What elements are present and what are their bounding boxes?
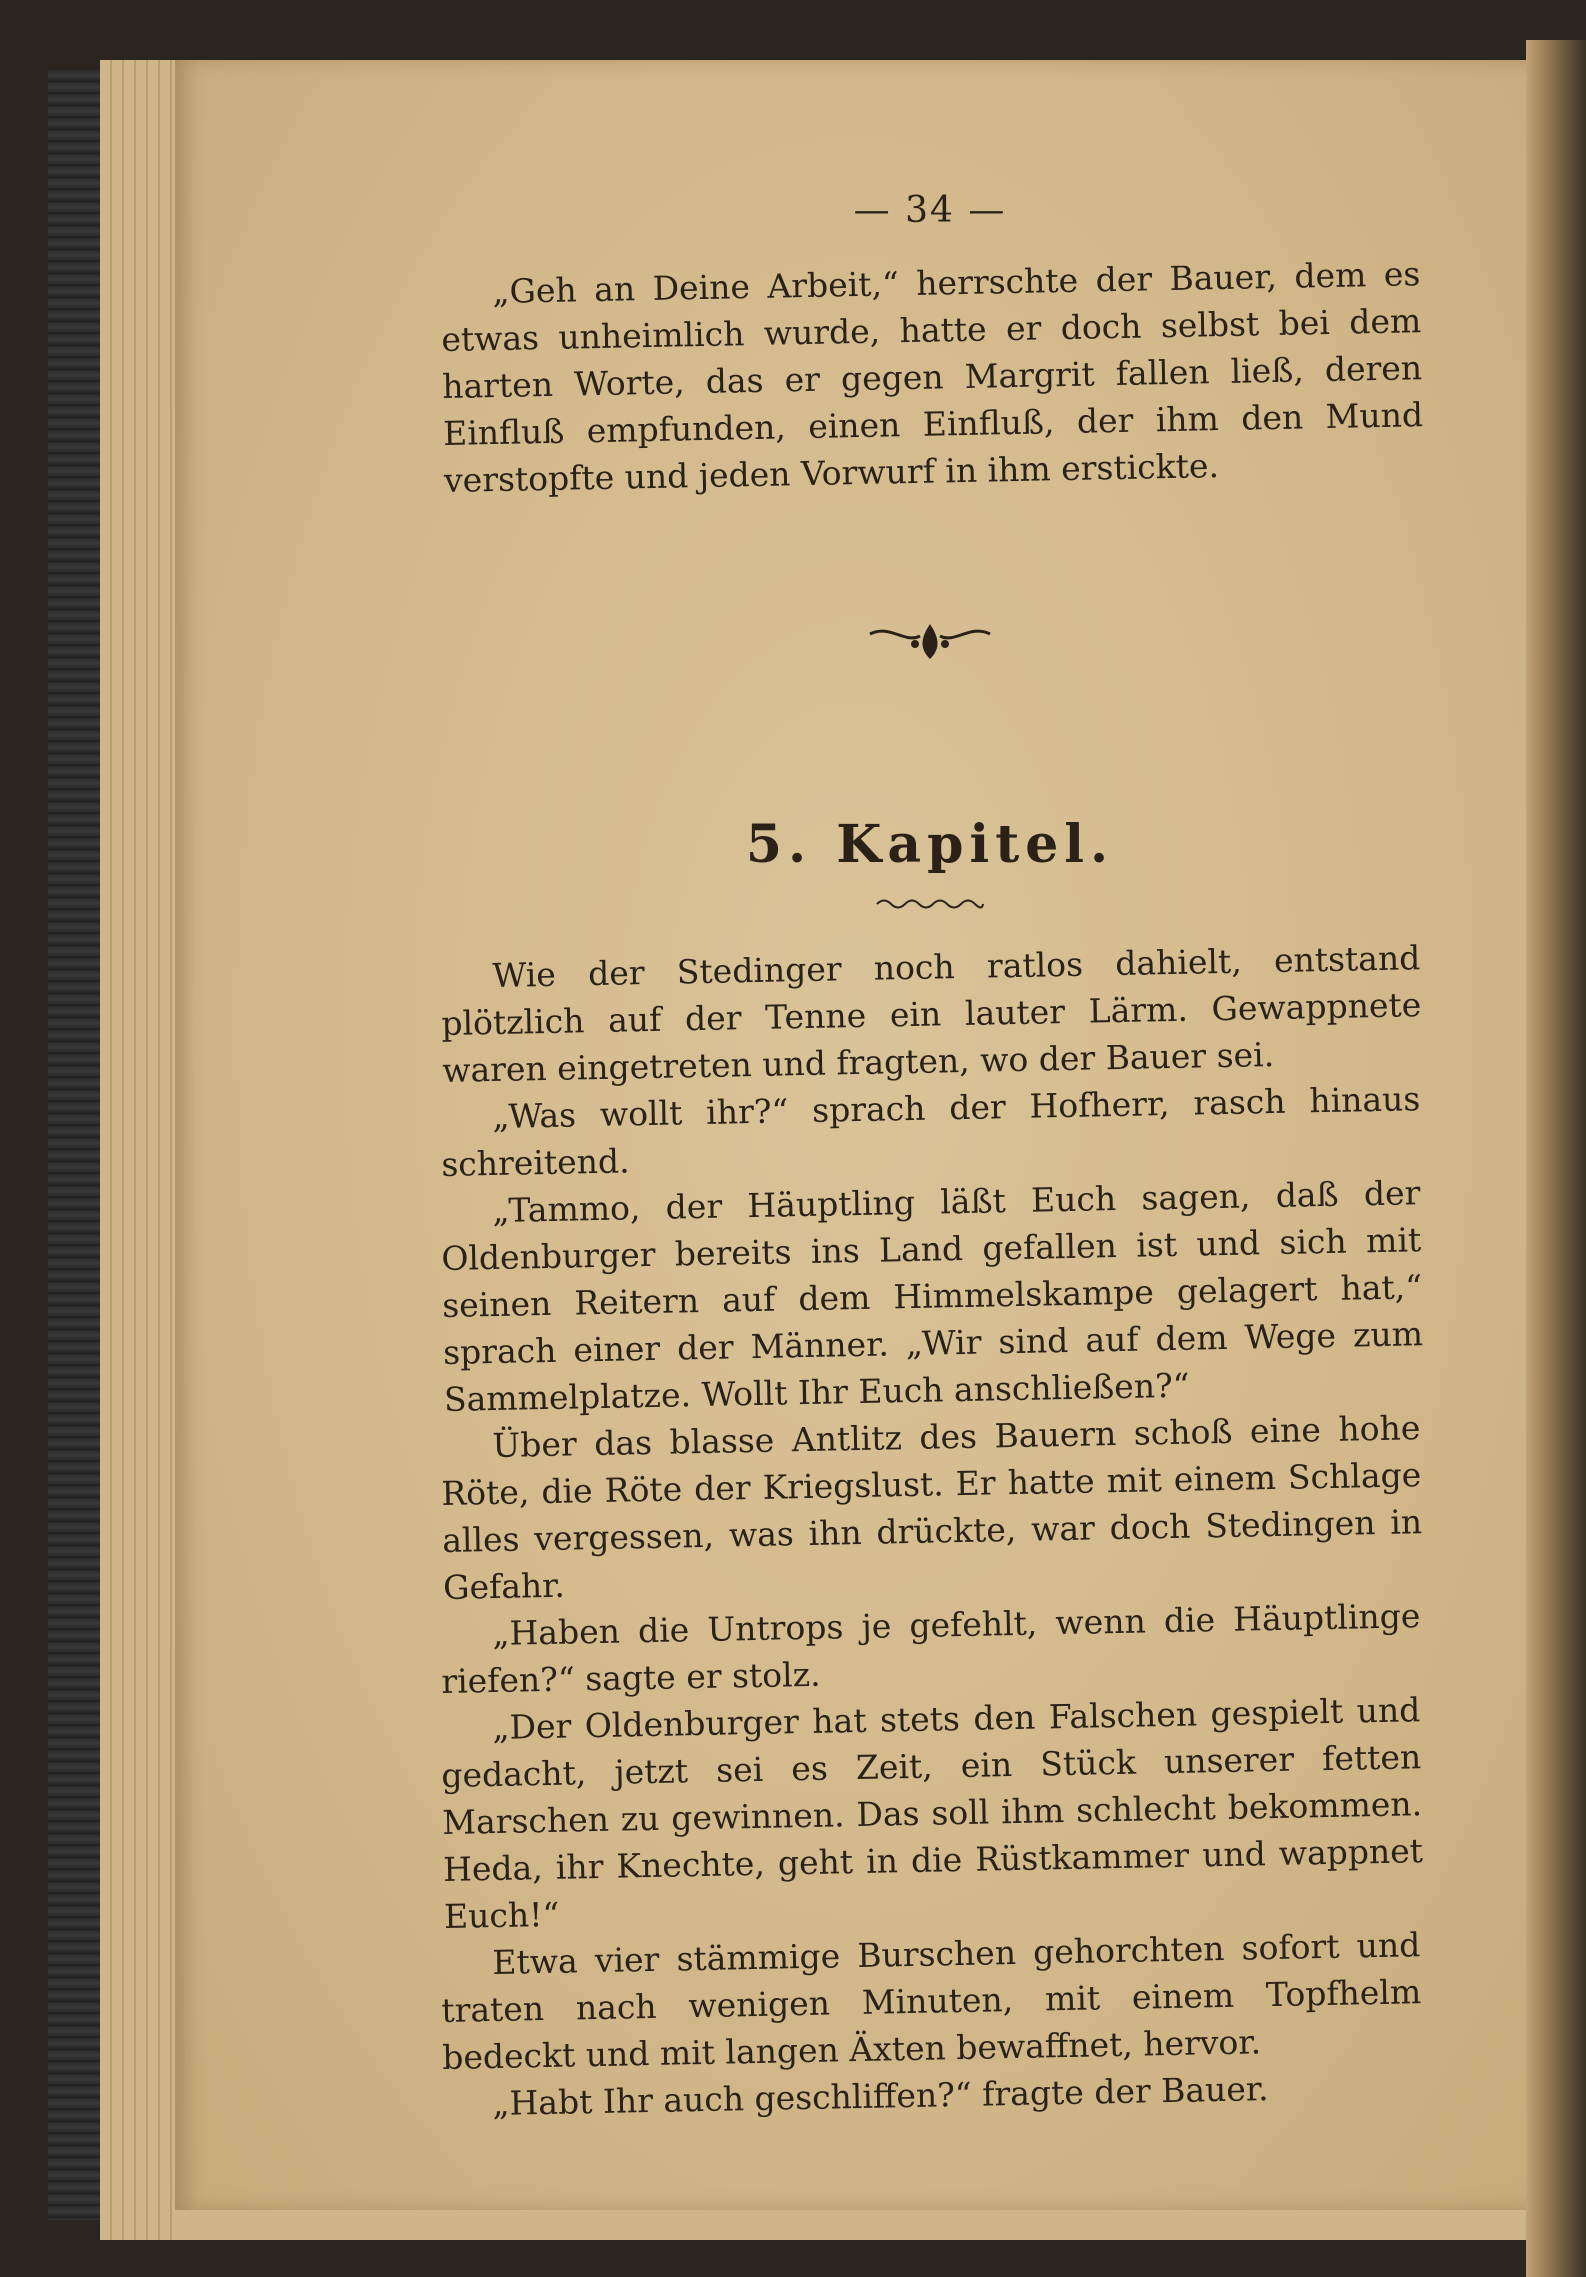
page-gutter — [1526, 40, 1586, 2277]
chapter-paragraph: Wie der Stedinger noch ratlos dahielt, entstand plötzlich auf der Tenne ein lauter Lärm. Gewappnete waren eingetreten und fragten, wo der Bauer sei. — [440, 938, 1422, 1090]
chapter-title: 5. Kapitel. — [745, 814, 1115, 875]
chapter-paragraph: Über das blasse Antlitz des Bauern schoß eine hohe Röte, die Röte der Kriegslust. Er hatte mit einem Schlage alles vergessen, was ihn drückte, war doch Stedingen in Gefahr. — [440, 1408, 1423, 1607]
chapter-paragraph: „Habt Ihr auch geschliffen?“ fragte der Bauer. — [492, 2069, 1269, 2123]
chapter-paragraph: „Tammo, der Häuptling läßt Euch sagen, daß der Oldenburger bereits ins Land gefallen ist und sich mit seinen Reitern auf dem Himmelskampe gelagert hat,“ sprach einer der Männer. „Wir sind auf dem Wege zum Sammelplatze. Wollt Ihr Euch anschließen?“ — [440, 1173, 1424, 1419]
chapter-wave-divider-icon — [875, 895, 985, 913]
chapter-paragraph: Etwa vier stämmige Burschen gehorchten sofort und traten nach wenigen Minuten, mit einem Topfhelm bedeckt und mit langen Äxten bewaffnet, hervor. — [440, 1925, 1422, 2077]
page-number: — 34 — — [853, 190, 1007, 231]
chapter-paragraph: „Was wollt ihr?“ sprach der Hofherr, rasch hinaus schreitend. — [440, 1079, 1421, 1184]
opening-paragraph: „Geh an Deine Arbeit,“ herrschte der Bauer, dem es etwas unheimlich wurde, hatte er doch selbst bei dem harten Worte, das er gegen Margrit fallen ließ, deren Einfluß empfunden, einen Einfluß, der ihm den Mund verstopfte und jeden Vorwurf in ihm erstickte. — [440, 254, 1424, 500]
chapter-paragraph: „Der Oldenburger hat stets den Falschen gespielt und gedacht, jetzt sei es Zeit, ein Stück unserer fetten Marschen zu gewinnen. Das soll ihm schlecht bekommen. Heda, ihr Knechte, geht in die Rüstkammer und wappnet Euch!“ — [440, 1690, 1424, 1936]
chapter-body — [440, 938, 1424, 2128]
page-content — [440, 190, 1424, 2128]
ornament-divider-icon — [865, 614, 995, 664]
book-binding — [48, 70, 103, 2220]
chapter-paragraph: „Haben die Untrops je gefehlt, wenn die Häuptlinge riefen?“ sagte er stolz. — [440, 1596, 1421, 1701]
